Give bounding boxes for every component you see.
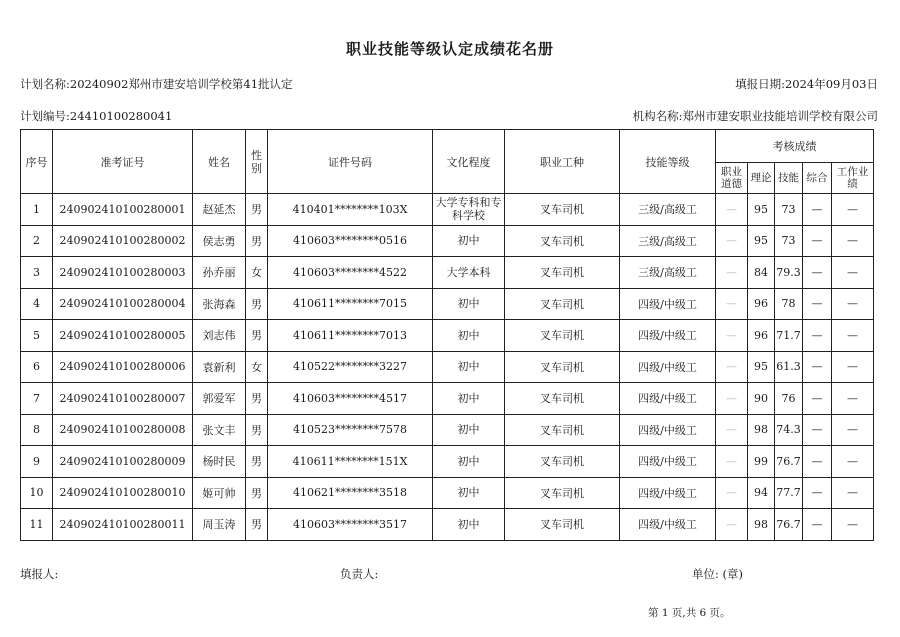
cell-name: 赵延杰 [193, 194, 246, 226]
cell-theory: 96 [748, 320, 775, 352]
cell-theory: 94 [748, 477, 775, 509]
cell-work-performance: — [832, 320, 874, 352]
cell-exam-no: 240902410100280007 [53, 383, 193, 415]
header-ethics: 职业道德 [716, 163, 748, 194]
header-work-performance: 工作业绩 [832, 163, 874, 194]
cell-work-performance: — [832, 225, 874, 257]
header-level: 技能等级 [620, 130, 716, 194]
cell-id-no: 410603********0516 [268, 225, 433, 257]
table-row [21, 194, 874, 226]
cell-skill: 76.7 [775, 509, 803, 541]
cell-exam-no: 240902410100280010 [53, 477, 193, 509]
cell-ethics: — [716, 225, 748, 257]
cell-education: 初中 [433, 225, 505, 257]
plan-name-value: 20240902郑州市建安培训学校第41批认定 [69, 77, 293, 91]
cell-id-no: 410611********7013 [268, 320, 433, 352]
cell-skill: 73 [775, 194, 803, 226]
cell-level: 四级/中级工 [620, 509, 716, 541]
cell-level: 四级/中级工 [620, 383, 716, 415]
cell-id-no: 410603********4522 [268, 257, 433, 289]
cell-work-performance: — [832, 446, 874, 478]
table-row [21, 257, 874, 289]
score-roster-table [20, 129, 874, 541]
cell-name: 刘志伟 [193, 320, 246, 352]
cell-education: 初中 [433, 446, 505, 478]
fill-date-value: 2024年09月03日 [784, 77, 878, 91]
cell-level: 四级/中级工 [620, 414, 716, 446]
cell-skill: 76 [775, 383, 803, 415]
cell-education: 大学专科和专科学校 [433, 194, 505, 226]
cell-exam-no: 240902410100280009 [53, 446, 193, 478]
plan-name [20, 76, 293, 92]
cell-ethics: — [716, 446, 748, 478]
cell-education: 初中 [433, 383, 505, 415]
cell-gender: 女 [246, 257, 268, 289]
cell-seq: 10 [21, 477, 53, 509]
page-title: 职业技能等级认定成绩花名册 [345, 40, 554, 58]
cell-education: 初中 [433, 351, 505, 383]
cell-level: 三级/高级工 [620, 225, 716, 257]
header-id-no: 证件号码 [268, 130, 433, 194]
cell-level: 三级/高级工 [620, 257, 716, 289]
cell-gender: 男 [246, 194, 268, 226]
header-scores-group: 考核成绩 [716, 130, 874, 163]
cell-id-no: 410523********7578 [268, 414, 433, 446]
header-seq: 序号 [21, 130, 53, 194]
cell-work-performance: — [832, 477, 874, 509]
cell-education: 初中 [433, 288, 505, 320]
header-skill: 技能 [775, 163, 803, 194]
cell-seq: 1 [21, 194, 53, 226]
header-occupation: 职业工种 [505, 130, 620, 194]
cell-ethics: — [716, 351, 748, 383]
cell-comprehensive: — [803, 414, 832, 446]
fill-date [735, 76, 878, 92]
cell-skill: 71.7 [775, 320, 803, 352]
cell-occupation: 叉车司机 [505, 320, 620, 352]
cell-gender: 男 [246, 288, 268, 320]
plan-name-label: 计划名称: [20, 77, 70, 91]
cell-occupation: 叉车司机 [505, 225, 620, 257]
cell-exam-no: 240902410100280006 [53, 351, 193, 383]
cell-skill: 74.3 [775, 414, 803, 446]
cell-gender: 男 [246, 509, 268, 541]
cell-name: 袁新利 [193, 351, 246, 383]
cell-name: 姬可帅 [193, 477, 246, 509]
table-row [21, 414, 874, 446]
header-gender: 性别 [246, 130, 268, 194]
cell-name: 孙乔丽 [193, 257, 246, 289]
cell-occupation: 叉车司机 [505, 509, 620, 541]
cell-skill: 77.7 [775, 477, 803, 509]
cell-theory: 98 [748, 414, 775, 446]
cell-level: 四级/中级工 [620, 477, 716, 509]
cell-education: 初中 [433, 509, 505, 541]
table-row [21, 320, 874, 352]
cell-exam-no: 240902410100280008 [53, 414, 193, 446]
cell-ethics: — [716, 288, 748, 320]
cell-seq: 9 [21, 446, 53, 478]
cell-occupation: 叉车司机 [505, 288, 620, 320]
cell-seq: 3 [21, 257, 53, 289]
cell-occupation: 叉车司机 [505, 351, 620, 383]
cell-gender: 男 [246, 320, 268, 352]
cell-name: 周玉涛 [193, 509, 246, 541]
cell-occupation: 叉车司机 [505, 446, 620, 478]
cell-ethics: — [716, 383, 748, 415]
organization-name [633, 108, 878, 124]
cell-occupation: 叉车司机 [505, 477, 620, 509]
cell-skill: 61.3 [775, 351, 803, 383]
plan-number [20, 108, 172, 124]
cell-comprehensive: — [803, 446, 832, 478]
cell-id-no: 410621********3518 [268, 477, 433, 509]
cell-work-performance: — [832, 383, 874, 415]
cell-seq: 5 [21, 320, 53, 352]
table-row [21, 225, 874, 257]
cell-ethics: — [716, 414, 748, 446]
unit-seal-label: 单位: (章) [692, 567, 744, 581]
cell-occupation: 叉车司机 [505, 194, 620, 226]
cell-work-performance: — [832, 194, 874, 226]
organization-value: 郑州市建安职业技能培训学校有限公司 [682, 109, 878, 123]
cell-comprehensive: — [803, 320, 832, 352]
cell-occupation: 叉车司机 [505, 383, 620, 415]
cell-level: 四级/中级工 [620, 288, 716, 320]
cell-education: 初中 [433, 414, 505, 446]
cell-id-no: 410522********3227 [268, 351, 433, 383]
cell-education: 初中 [433, 320, 505, 352]
cell-theory: 96 [748, 288, 775, 320]
cell-ethics: — [716, 194, 748, 226]
table-row [21, 446, 874, 478]
table-row [21, 477, 874, 509]
cell-id-no: 410401********103X [268, 194, 433, 226]
table-row [21, 509, 874, 541]
plan-number-label: 计划编号: [20, 109, 70, 123]
cell-gender: 男 [246, 414, 268, 446]
cell-level: 四级/中级工 [620, 320, 716, 352]
reporter-label: 填报人: [20, 567, 59, 581]
cell-theory: 84 [748, 257, 775, 289]
cell-gender: 男 [246, 383, 268, 415]
cell-work-performance: — [832, 351, 874, 383]
header-exam-no: 准考证号 [53, 130, 193, 194]
cell-name: 侯志勇 [193, 225, 246, 257]
cell-id-no: 410603********4517 [268, 383, 433, 415]
cell-comprehensive: — [803, 383, 832, 415]
cell-level: 三级/高级工 [620, 194, 716, 226]
cell-comprehensive: — [803, 509, 832, 541]
cell-name: 杨时民 [193, 446, 246, 478]
cell-id-no: 410603********3517 [268, 509, 433, 541]
cell-education: 初中 [433, 477, 505, 509]
cell-education: 大学本科 [433, 257, 505, 289]
cell-id-no: 410611********151X [268, 446, 433, 478]
cell-work-performance: — [832, 414, 874, 446]
plan-number-value: 24410100280041 [69, 109, 173, 123]
cell-exam-no: 240902410100280001 [53, 194, 193, 226]
table-row [21, 351, 874, 383]
header-name: 姓名 [193, 130, 246, 194]
cell-level: 四级/中级工 [620, 446, 716, 478]
cell-comprehensive: — [803, 477, 832, 509]
cell-comprehensive: — [803, 257, 832, 289]
cell-ethics: — [716, 257, 748, 289]
cell-occupation: 叉车司机 [505, 414, 620, 446]
cell-ethics: — [716, 509, 748, 541]
cell-skill: 76.7 [775, 446, 803, 478]
cell-work-performance: — [832, 257, 874, 289]
cell-exam-no: 240902410100280004 [53, 288, 193, 320]
cell-id-no: 410611********7015 [268, 288, 433, 320]
cell-name: 张文丰 [193, 414, 246, 446]
cell-seq: 6 [21, 351, 53, 383]
cell-occupation: 叉车司机 [505, 257, 620, 289]
cell-seq: 4 [21, 288, 53, 320]
cell-exam-no: 240902410100280011 [53, 509, 193, 541]
cell-gender: 男 [246, 446, 268, 478]
cell-theory: 95 [748, 351, 775, 383]
cell-skill: 73 [775, 225, 803, 257]
cell-theory: 90 [748, 383, 775, 415]
fill-date-label: 填报日期: [735, 77, 785, 91]
cell-exam-no: 240902410100280005 [53, 320, 193, 352]
cell-theory: 98 [748, 509, 775, 541]
header-theory: 理论 [748, 163, 775, 194]
cell-name: 张海森 [193, 288, 246, 320]
cell-theory: 99 [748, 446, 775, 478]
cell-comprehensive: — [803, 288, 832, 320]
cell-work-performance: — [832, 288, 874, 320]
cell-skill: 79.3 [775, 257, 803, 289]
organization-label: 机构名称: [632, 109, 683, 123]
cell-comprehensive: — [803, 351, 832, 383]
cell-comprehensive: — [803, 225, 832, 257]
page-indicator: 第 1 页,共 6 页。 [648, 607, 731, 619]
cell-seq: 7 [21, 383, 53, 415]
cell-gender: 男 [246, 477, 268, 509]
cell-skill: 78 [775, 288, 803, 320]
cell-work-performance: — [832, 509, 874, 541]
owner-label: 负责人: [340, 567, 379, 581]
header-education: 文化程度 [433, 130, 505, 194]
cell-gender: 男 [246, 225, 268, 257]
cell-seq: 8 [21, 414, 53, 446]
cell-exam-no: 240902410100280003 [53, 257, 193, 289]
cell-theory: 95 [748, 225, 775, 257]
cell-seq: 2 [21, 225, 53, 257]
cell-theory: 95 [748, 194, 775, 226]
cell-exam-no: 240902410100280002 [53, 225, 193, 257]
header-comprehensive: 综合 [803, 163, 832, 194]
table-row [21, 288, 874, 320]
cell-ethics: — [716, 477, 748, 509]
cell-gender: 女 [246, 351, 268, 383]
cell-ethics: — [716, 320, 748, 352]
cell-name: 郭爱军 [193, 383, 246, 415]
table-row [21, 383, 874, 415]
cell-comprehensive: — [803, 194, 832, 226]
cell-level: 四级/中级工 [620, 351, 716, 383]
cell-seq: 11 [21, 509, 53, 541]
